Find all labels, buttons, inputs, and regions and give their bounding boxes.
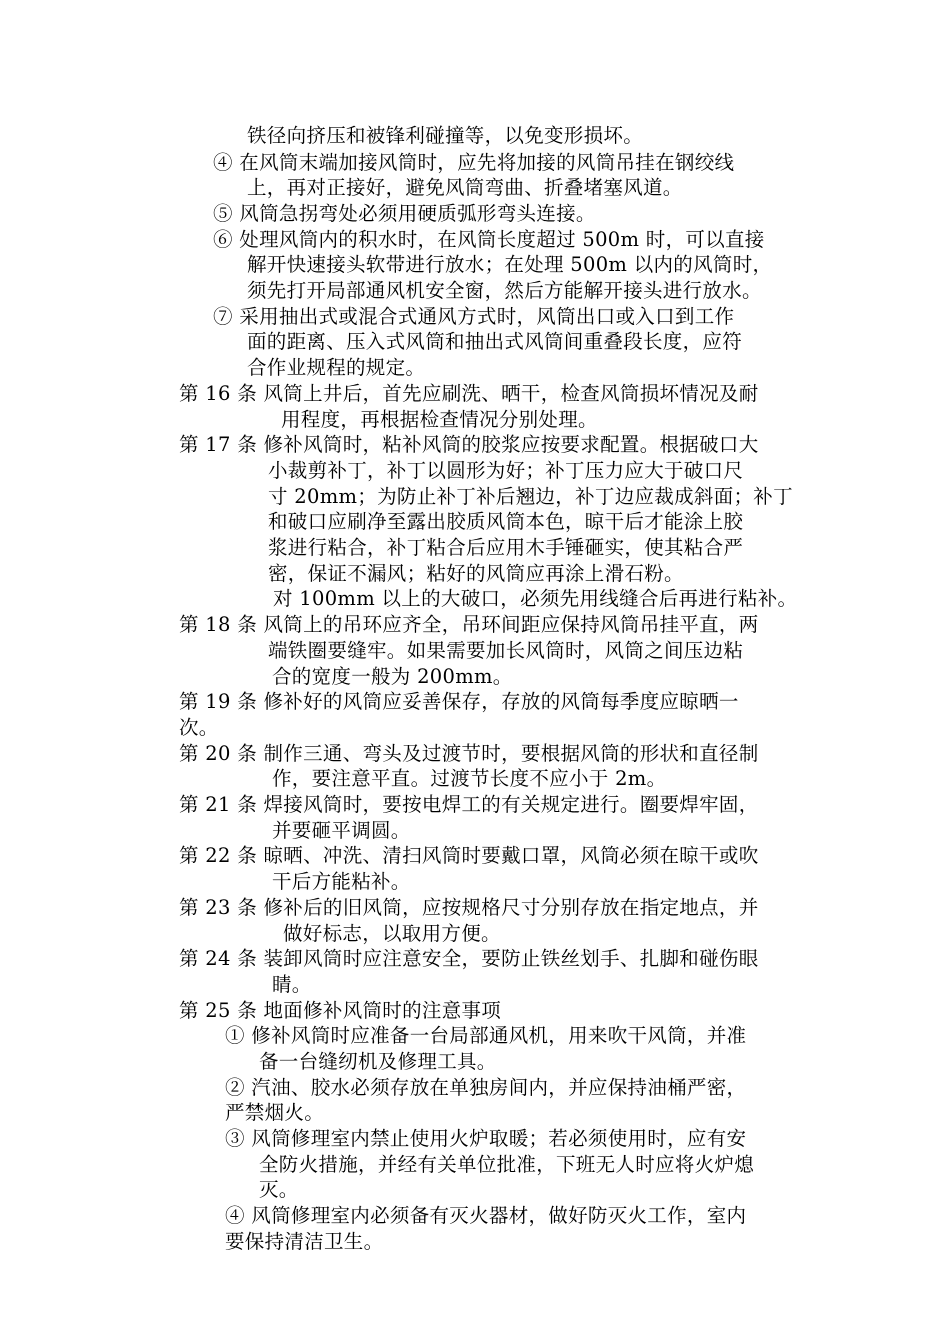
text-line: 并要砸平调圆。 [272, 819, 411, 842]
text-line: ④ 风筒修理室内必须备有灭火器材，做好防灭火工作，室内 [225, 1204, 747, 1227]
article-24-line: 第 24 条 装卸风筒时应注意安全，要防止铁丝划手、扎脚和碰伤眼 [179, 947, 759, 970]
text-line: 解开快速接头软带进行放水；在处理 500m 以内的风筒时， [247, 253, 773, 276]
text-line: 端铁圈要缝牢。如果需要加长风筒时，风筒之间压边粘 [268, 639, 744, 662]
article-17-line: 第 17 条 修补风筒时，粘补风筒的胶浆应按要求配置。根据破口大 [179, 433, 759, 456]
text-line: 干后方能粘补。 [272, 870, 411, 893]
text-line: 铁径向挤压和被锋利碰撞等，以免变形损坏。 [247, 124, 644, 147]
text-line: ④ 在风筒末端加接风筒时，应先将加接的风筒吊挂在钢绞线 [213, 151, 735, 174]
article-23-line: 第 23 条 修补后的旧风筒，应按规格尺寸分别存放在指定地点，并 [179, 896, 759, 919]
text-line: 合的宽度一般为 200mm。 [272, 665, 513, 688]
article-22-line: 第 22 条 晾晒、冲洗、清扫风筒时要戴口罩，风筒必须在晾干或吹 [179, 844, 759, 867]
text-line: 作，要注意平直。过渡节长度不应小于 2m。 [272, 767, 667, 790]
text-line: 合作业规程的规定。 [247, 356, 426, 379]
text-line: ⑤ 风筒急拐弯处必须用硬质弧形弯头连接。 [213, 202, 596, 225]
text-line: ③ 风筒修理室内禁止使用火炉取暖；若必须使用时，应有安 [225, 1127, 747, 1150]
text-line: 面的距离、压入式风筒和抽出式风筒间重叠段长度，应符 [247, 330, 743, 353]
text-line: 须先打开局部通风机安全窗，然后方能解开接头进行放水。 [247, 279, 762, 302]
text-line: ① 修补风筒时应准备一台局部通风机，用来吹干风筒，并准 [225, 1024, 747, 1047]
text-line: 要保持清洁卫生。 [225, 1230, 384, 1253]
text-line: 严禁烟火。 [225, 1101, 325, 1124]
text-line: 上，再对正接好，避免风筒弯曲、折叠堵塞风道。 [247, 176, 683, 199]
text-line: 浆进行粘合，补丁粘合后应用木手锤砸实，使其粘合严 [268, 536, 744, 559]
text-line: 密，保证不漏风；粘好的风筒应再涂上滑石粉。 [268, 562, 684, 585]
article-19-line: 第 19 条 修补好的风筒应妥善保存，存放的风筒每季度应晾晒一 [179, 690, 739, 713]
article-25-line: 第 25 条 地面修补风筒时的注意事项 [179, 999, 502, 1022]
text-line: 小裁剪补丁，补丁以圆形为好；补丁压力应大于破口尺 [268, 459, 744, 482]
text-line: 对 100mm 以上的大破口，必须先用线缝合后再进行粘补。 [273, 587, 798, 610]
text-line: 用程度，再根据检查情况分别处理。 [281, 408, 598, 431]
text-line: 灭。 [259, 1178, 299, 1201]
text-line: 睛。 [272, 973, 312, 996]
text-line: 做好标志，以取用方便。 [283, 922, 501, 945]
article-21-line: 第 21 条 焊接风筒时，要按电焊工的有关规定进行。圈要焊牢固， [179, 793, 759, 816]
text-line: 和破口应刷净至露出胶质风筒本色，晾干后才能涂上胶 [268, 510, 744, 533]
article-16-line: 第 16 条 风筒上井后，首先应刷洗、晒干，检查风筒损坏情况及耐 [179, 382, 759, 405]
text-line: 次。 [179, 716, 219, 739]
text-line: ⑥ 处理风筒内的积水时，在风筒长度超过 500m 时，可以直接 [213, 228, 765, 251]
text-line: ② 汽油、胶水必须存放在单独房间内，并应保持油桶严密， [225, 1076, 747, 1099]
text-line: 全防火措施，并经有关单位批准，下班无人时应将火炉熄 [259, 1153, 755, 1176]
text-line: 寸 20mm；为防止补丁补后翘边，补丁边应裁成斜面；补丁 [268, 485, 793, 508]
text-line: ⑦ 采用抽出式或混合式通风方式时，风筒出口或入口到工作 [213, 305, 735, 328]
article-20-line: 第 20 条 制作三通、弯头及过渡节时，要根据风筒的形状和直径制 [179, 742, 759, 765]
text-line: 备一台缝纫机及修理工具。 [259, 1050, 497, 1073]
article-18-line: 第 18 条 风筒上的吊环应齐全，吊环间距应保持风筒吊挂平直，两 [179, 613, 759, 636]
